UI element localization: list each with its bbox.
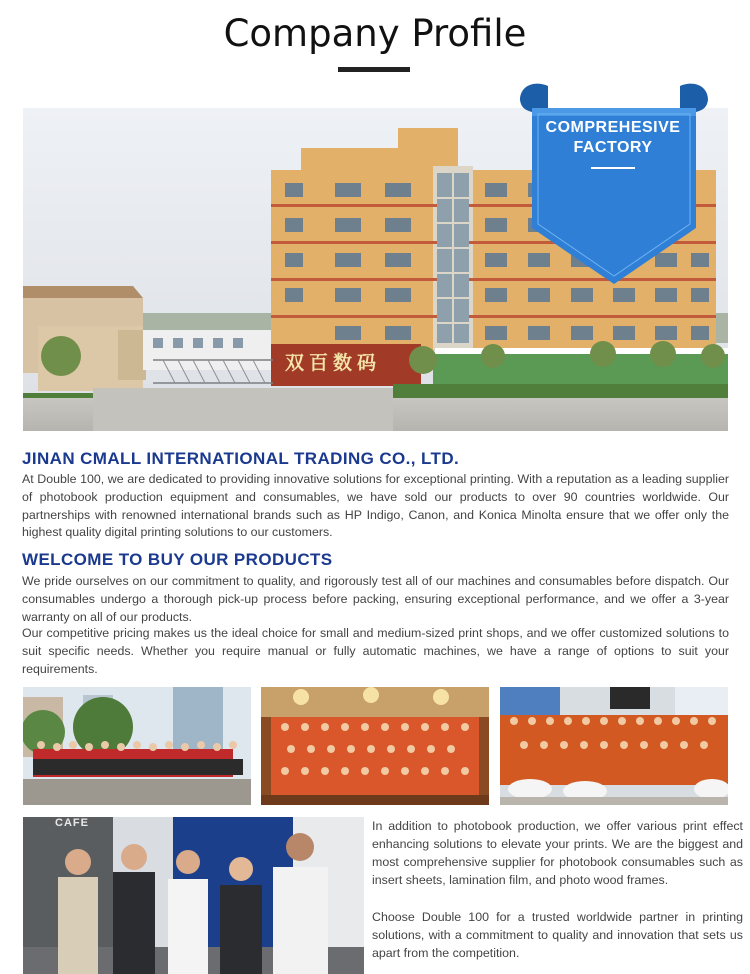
team-photo-exhibition (500, 687, 728, 805)
factory-sign-text: 双百数码 (285, 352, 382, 374)
closing-paragraph-2: Choose Double 100 for a trusted worldwide partner in printing solutions, with a commitment to quality and innovation that sets us apart from the competition. (372, 910, 743, 960)
company-paragraph: At Double 100, we are dedicated to providing innovative solutions for exceptional printing. With a reputation as a leading supplier of photobook production equipment and consumables, we have sold our products to over 90 countries worldwide. Our partnerships with renowned international brands such as HP Indigo, Canon, and Konica Minolta ensure that we offer only the highest quality digital printing solutions to our customers. (22, 472, 729, 540)
company-heading: JINAN CMALL INTERNATIONAL TRADING CO., LTD. (22, 449, 460, 468)
title-underline (338, 67, 410, 72)
ribbon-line2: FACTORY (573, 139, 653, 156)
team-photo-outdoor (23, 687, 251, 805)
welcome-paragraph-1: We pride ourselves on our commitment to quality, and rigorously test all of our machines and consumables before dispatch. Our consumables undergo a thorough pick-up process before packing, ensuring exceptional performance, and we offer a 3-year warranty on all of our products. (22, 574, 729, 624)
page-title: Company Profile (223, 12, 527, 55)
factory-ribbon-banner (512, 78, 716, 288)
closing-paragraph-1: In addition to photobook production, we offer various print effect enhancing solutions to elevate your prints. We are the biggest and most comprehensive supplier for photobook consumables such as insert sheets, lamination film, and photo wood frames. (372, 819, 743, 887)
booth-sign-text: CAFE (55, 817, 89, 829)
ribbon-divider (591, 167, 635, 169)
ribbon-label (518, 118, 708, 158)
ribbon-line1: COMPREHESIVE (545, 119, 681, 136)
team-photo-banquet (261, 687, 489, 805)
trade-show-booth-photo (23, 817, 364, 974)
welcome-paragraph-2: Our competitive pricing makes us the ideal choice for small and medium-sized print shops, and we offer customized solutions to suit specific needs. Whether you require manual or fully automatic machines, we have a range of options to suit your requirements. (22, 626, 729, 676)
welcome-heading: WELCOME TO BUY OUR PRODUCTS (22, 550, 333, 569)
